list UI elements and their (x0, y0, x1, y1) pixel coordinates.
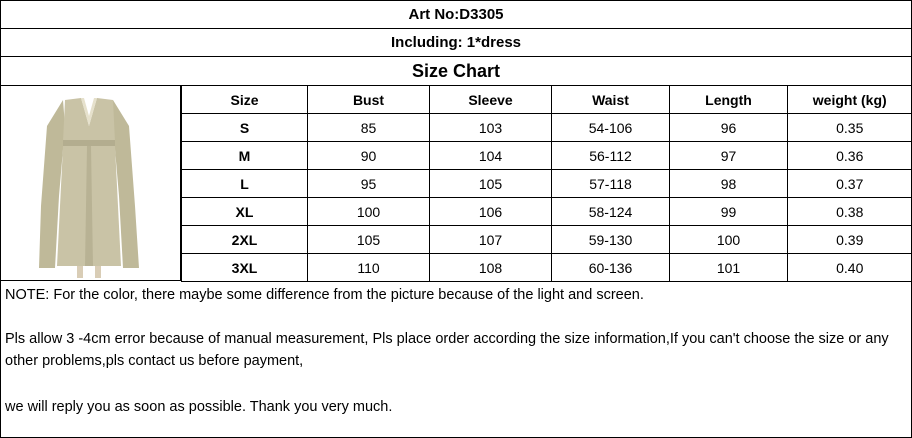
size-cell: M (182, 142, 308, 170)
length-cell: 96 (670, 114, 788, 142)
bust-cell: 100 (308, 198, 430, 226)
length-cell: 99 (670, 198, 788, 226)
reply-note: we will reply you as soon as possible. Thank you very much. (5, 399, 393, 415)
column-header-length: Length (670, 86, 788, 114)
table-row (182, 142, 912, 170)
sleeve-cell: 104 (430, 142, 552, 170)
bust-cell: 95 (308, 170, 430, 198)
sleeve-cell: 107 (430, 226, 552, 254)
size-cell: XL (182, 198, 308, 226)
length-cell: 100 (670, 226, 788, 254)
weight-cell: 0.38 (788, 198, 912, 226)
measurement-note: Pls allow 3 -4cm error because of manual measurement, Pls place order according the size information,If you can't choose the size or any other problems,pls contact us before payment, (5, 331, 889, 369)
including-line: Including: 1*dress (1, 29, 911, 57)
product-photo (1, 86, 181, 281)
table-row (182, 114, 912, 142)
sleeve-cell: 103 (430, 114, 552, 142)
table-row (182, 198, 912, 226)
size-cell: S (182, 114, 308, 142)
weight-cell: 0.36 (788, 142, 912, 170)
length-cell: 97 (670, 142, 788, 170)
bust-cell: 110 (308, 254, 430, 282)
weight-cell: 0.35 (788, 114, 912, 142)
table-row (182, 254, 912, 282)
column-header-weight: weight (kg) (788, 86, 912, 114)
weight-cell: 0.40 (788, 254, 912, 282)
length-cell: 98 (670, 170, 788, 198)
waist-cell: 54-106 (552, 114, 670, 142)
color-note: NOTE: For the color, there maybe some difference from the picture because of the light and screen. (5, 287, 644, 303)
column-header-bust: Bust (308, 86, 430, 114)
column-header-sleeve: Sleeve (430, 86, 552, 114)
table-row (182, 226, 912, 254)
sleeve-cell: 105 (430, 170, 552, 198)
sleeve-cell: 106 (430, 198, 552, 226)
size-cell: L (182, 170, 308, 198)
weight-cell: 0.37 (788, 170, 912, 198)
waist-cell: 56-112 (552, 142, 670, 170)
bust-cell: 90 (308, 142, 430, 170)
table-row (182, 170, 912, 198)
size-table (181, 86, 912, 282)
column-header-size: Size (182, 86, 308, 114)
length-cell: 101 (670, 254, 788, 282)
size-cell: 2XL (182, 226, 308, 254)
bust-cell: 85 (308, 114, 430, 142)
size-cell: 3XL (182, 254, 308, 282)
waist-cell: 57-118 (552, 170, 670, 198)
dress-photo-icon (1, 86, 179, 280)
bust-cell: 105 (308, 226, 430, 254)
column-header-waist: Waist (552, 86, 670, 114)
waist-cell: 59-130 (552, 226, 670, 254)
waist-cell: 60-136 (552, 254, 670, 282)
table-header-row (182, 86, 912, 114)
weight-cell: 0.39 (788, 226, 912, 254)
waist-cell: 58-124 (552, 198, 670, 226)
art-number: Art No:D3305 (1, 1, 911, 29)
size-chart-title: Size Chart (1, 57, 911, 86)
sleeve-cell: 108 (430, 254, 552, 282)
